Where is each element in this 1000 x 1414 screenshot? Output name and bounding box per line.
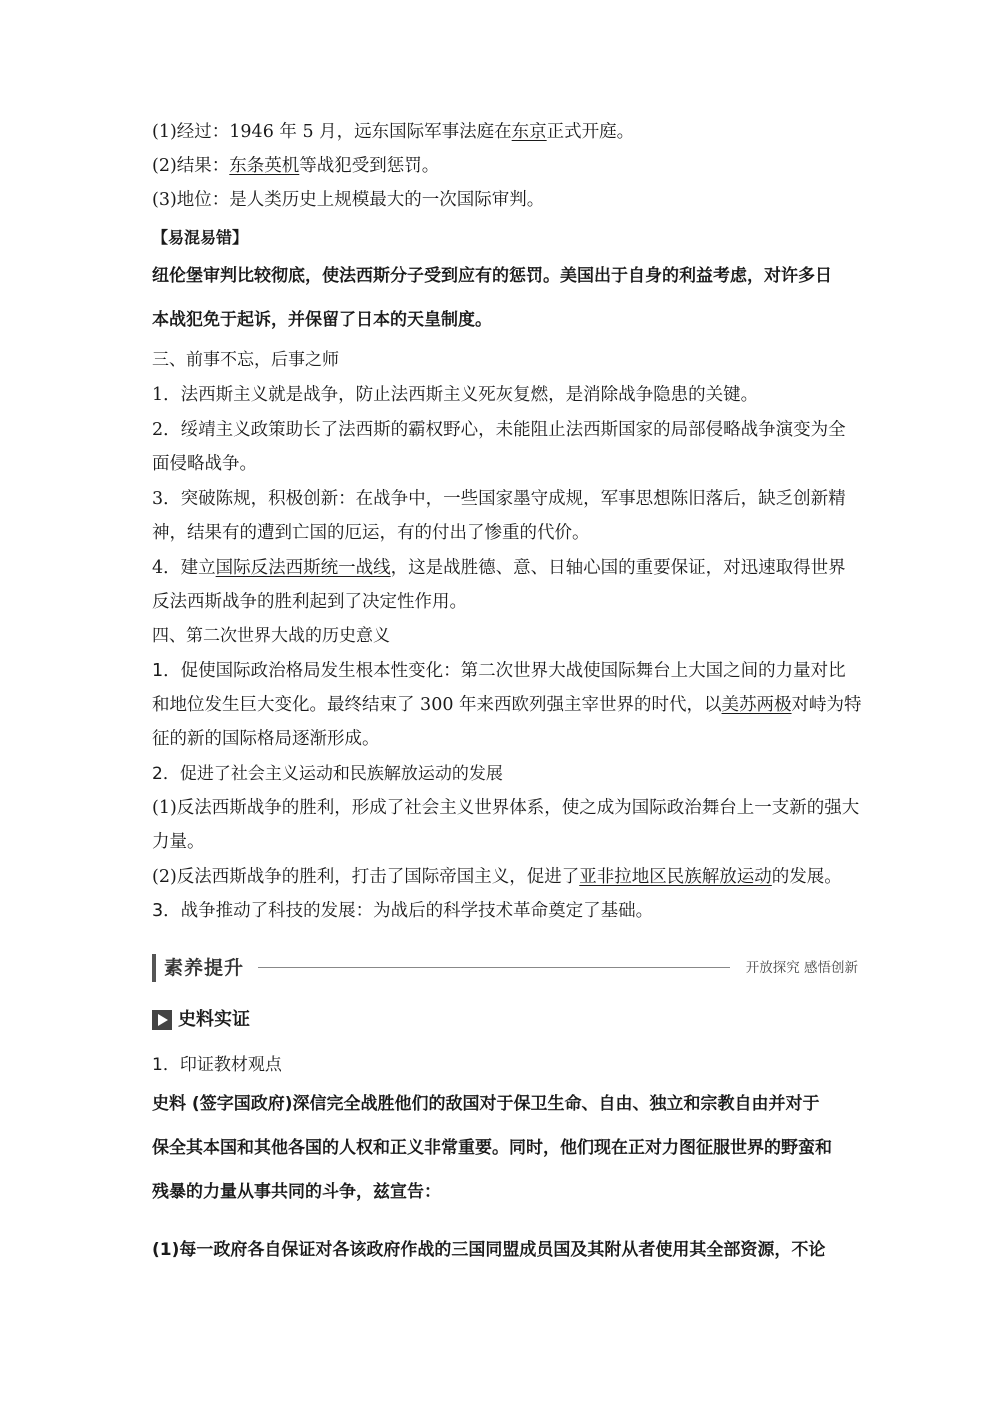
note-line-1: 纽伦堡审判比较彻底，使法西斯分子受到应有的惩罚。美国出于自身的利益考虑，对许多日 — [152, 266, 832, 286]
bold-lead: 3．战争推动了科技的发展： — [152, 901, 374, 921]
section-4-heading: 四、第二次世界大战的历史意义 — [152, 626, 390, 646]
banner-rule — [258, 967, 730, 968]
section-3-point-4a — [152, 556, 846, 580]
section-4-point-2: 2．促进了社会主义运动和民族解放运动的发展 — [152, 764, 503, 784]
underlined-answer: 美苏两极 — [721, 695, 792, 715]
text: 正式开庭。 — [546, 122, 635, 142]
section-3-point-4b: 反法西斯战争的胜利起到了决定性作用。 — [152, 592, 467, 612]
text: 第二次世界大战使国际舞台上大国之间的力量对比 — [460, 661, 846, 681]
section-3-point-3b: 神，结果有的遭到亡国的厄运，有的付出了惨重的代价。 — [152, 523, 590, 543]
banner-title: 素养提升 — [164, 957, 245, 979]
section-3-point-1: 1．法西斯主义就是战争，防止法西斯主义死灰复燃，是消除战争隐患的关键。 — [152, 385, 759, 405]
trial-status: (3)地位：是人类历史上规模最大的一次国际审判。 — [152, 190, 545, 210]
banner-bar — [152, 954, 156, 982]
underlined-answer: 东京 — [511, 122, 547, 142]
text: 4．建立 — [152, 558, 216, 578]
section-4-point-1b — [152, 693, 862, 717]
note-title: 【易混易错】 — [152, 228, 249, 247]
trial-process — [152, 120, 634, 144]
section-3-point-2a: 2．绥靖主义政策助长了法西斯的霸权野心，未能阻止法西斯国家的局部侵略战争演变为全 — [152, 420, 846, 440]
text: 和地位发生巨大变化。最终结束了 300 年来西欧列强主宰世界的时代，以 — [152, 695, 722, 715]
source-heading-label: 史料实证 — [178, 1009, 250, 1030]
note-line-2: 本战犯免于起诉，并保留了日本的天皇制度。 — [152, 310, 492, 330]
underlined-answer: 国际反法西斯统一战线 — [215, 558, 391, 578]
section-3-point-2b: 面侵略战争。 — [152, 454, 257, 474]
section-3-heading: 三、前事不忘，后事之师 — [152, 350, 339, 370]
text: 的发展。 — [771, 867, 842, 887]
section-3-point-3a: 3．突破陈规，积极创新：在战争中，一些国家墨守成规，军事思想陈旧落后，缺乏创新精 — [152, 489, 846, 509]
source-item-1: 1．印证教材观点 — [152, 1055, 282, 1075]
source-line-3: 残暴的力量从事共同的斗争，兹宣告： — [152, 1182, 441, 1202]
underlined-answer: 东条英机 — [229, 156, 300, 176]
source-line-2: 保全其本国和其他各国的人权和正义非常重要。同时，他们现在正对力图征服世界的野蛮和 — [152, 1138, 832, 1158]
text: (2)结果： — [152, 156, 230, 176]
source-line-1: 史料 (签字国政府)深信完全战胜他们的敌国对于保卫生命、自由、独立和宗教自由并对于 — [152, 1094, 820, 1114]
text: 等战犯受到惩罚。 — [299, 156, 440, 176]
text: 为战后的科学技术革命奠定了基础。 — [373, 901, 654, 921]
bold-lead: 1．促使国际政治格局发生根本性变化： — [152, 661, 461, 681]
text: 对峙为特 — [791, 695, 862, 715]
section-4-point-2-1b: 力量。 — [152, 832, 205, 852]
section-4-point-2-2 — [152, 865, 842, 889]
trial-result — [152, 154, 439, 178]
play-icon — [152, 1010, 172, 1030]
text: ，这是战胜德、意、日轴心国的重要保证，对迅速取得世界 — [390, 558, 846, 578]
source-line-4: (1)每一政府各自保证对各该政府作战的三国同盟成员国及其附从者使用其全部资源，不论 — [152, 1240, 826, 1260]
underlined-answer: 亚非拉地区民族解放运动 — [579, 867, 772, 887]
banner-subtitle: 开放探究 感悟创新 — [745, 960, 858, 976]
section-4-point-1c: 征的新的国际格局逐渐形成。 — [152, 729, 380, 749]
section-4-point-3 — [152, 899, 653, 923]
text: (1)经过：1946 年 5 月，远东国际军事法庭在 — [152, 122, 512, 142]
section-banner — [152, 954, 858, 982]
text: (2)反法西斯战争的胜利，打击了国际帝国主义，促进了 — [152, 867, 580, 887]
section-4-point-2-1a: (1)反法西斯战争的胜利，形成了社会主义世界体系，使之成为国际政治舞台上一支新的强大 — [152, 798, 860, 818]
section-4-point-1a — [152, 659, 846, 683]
